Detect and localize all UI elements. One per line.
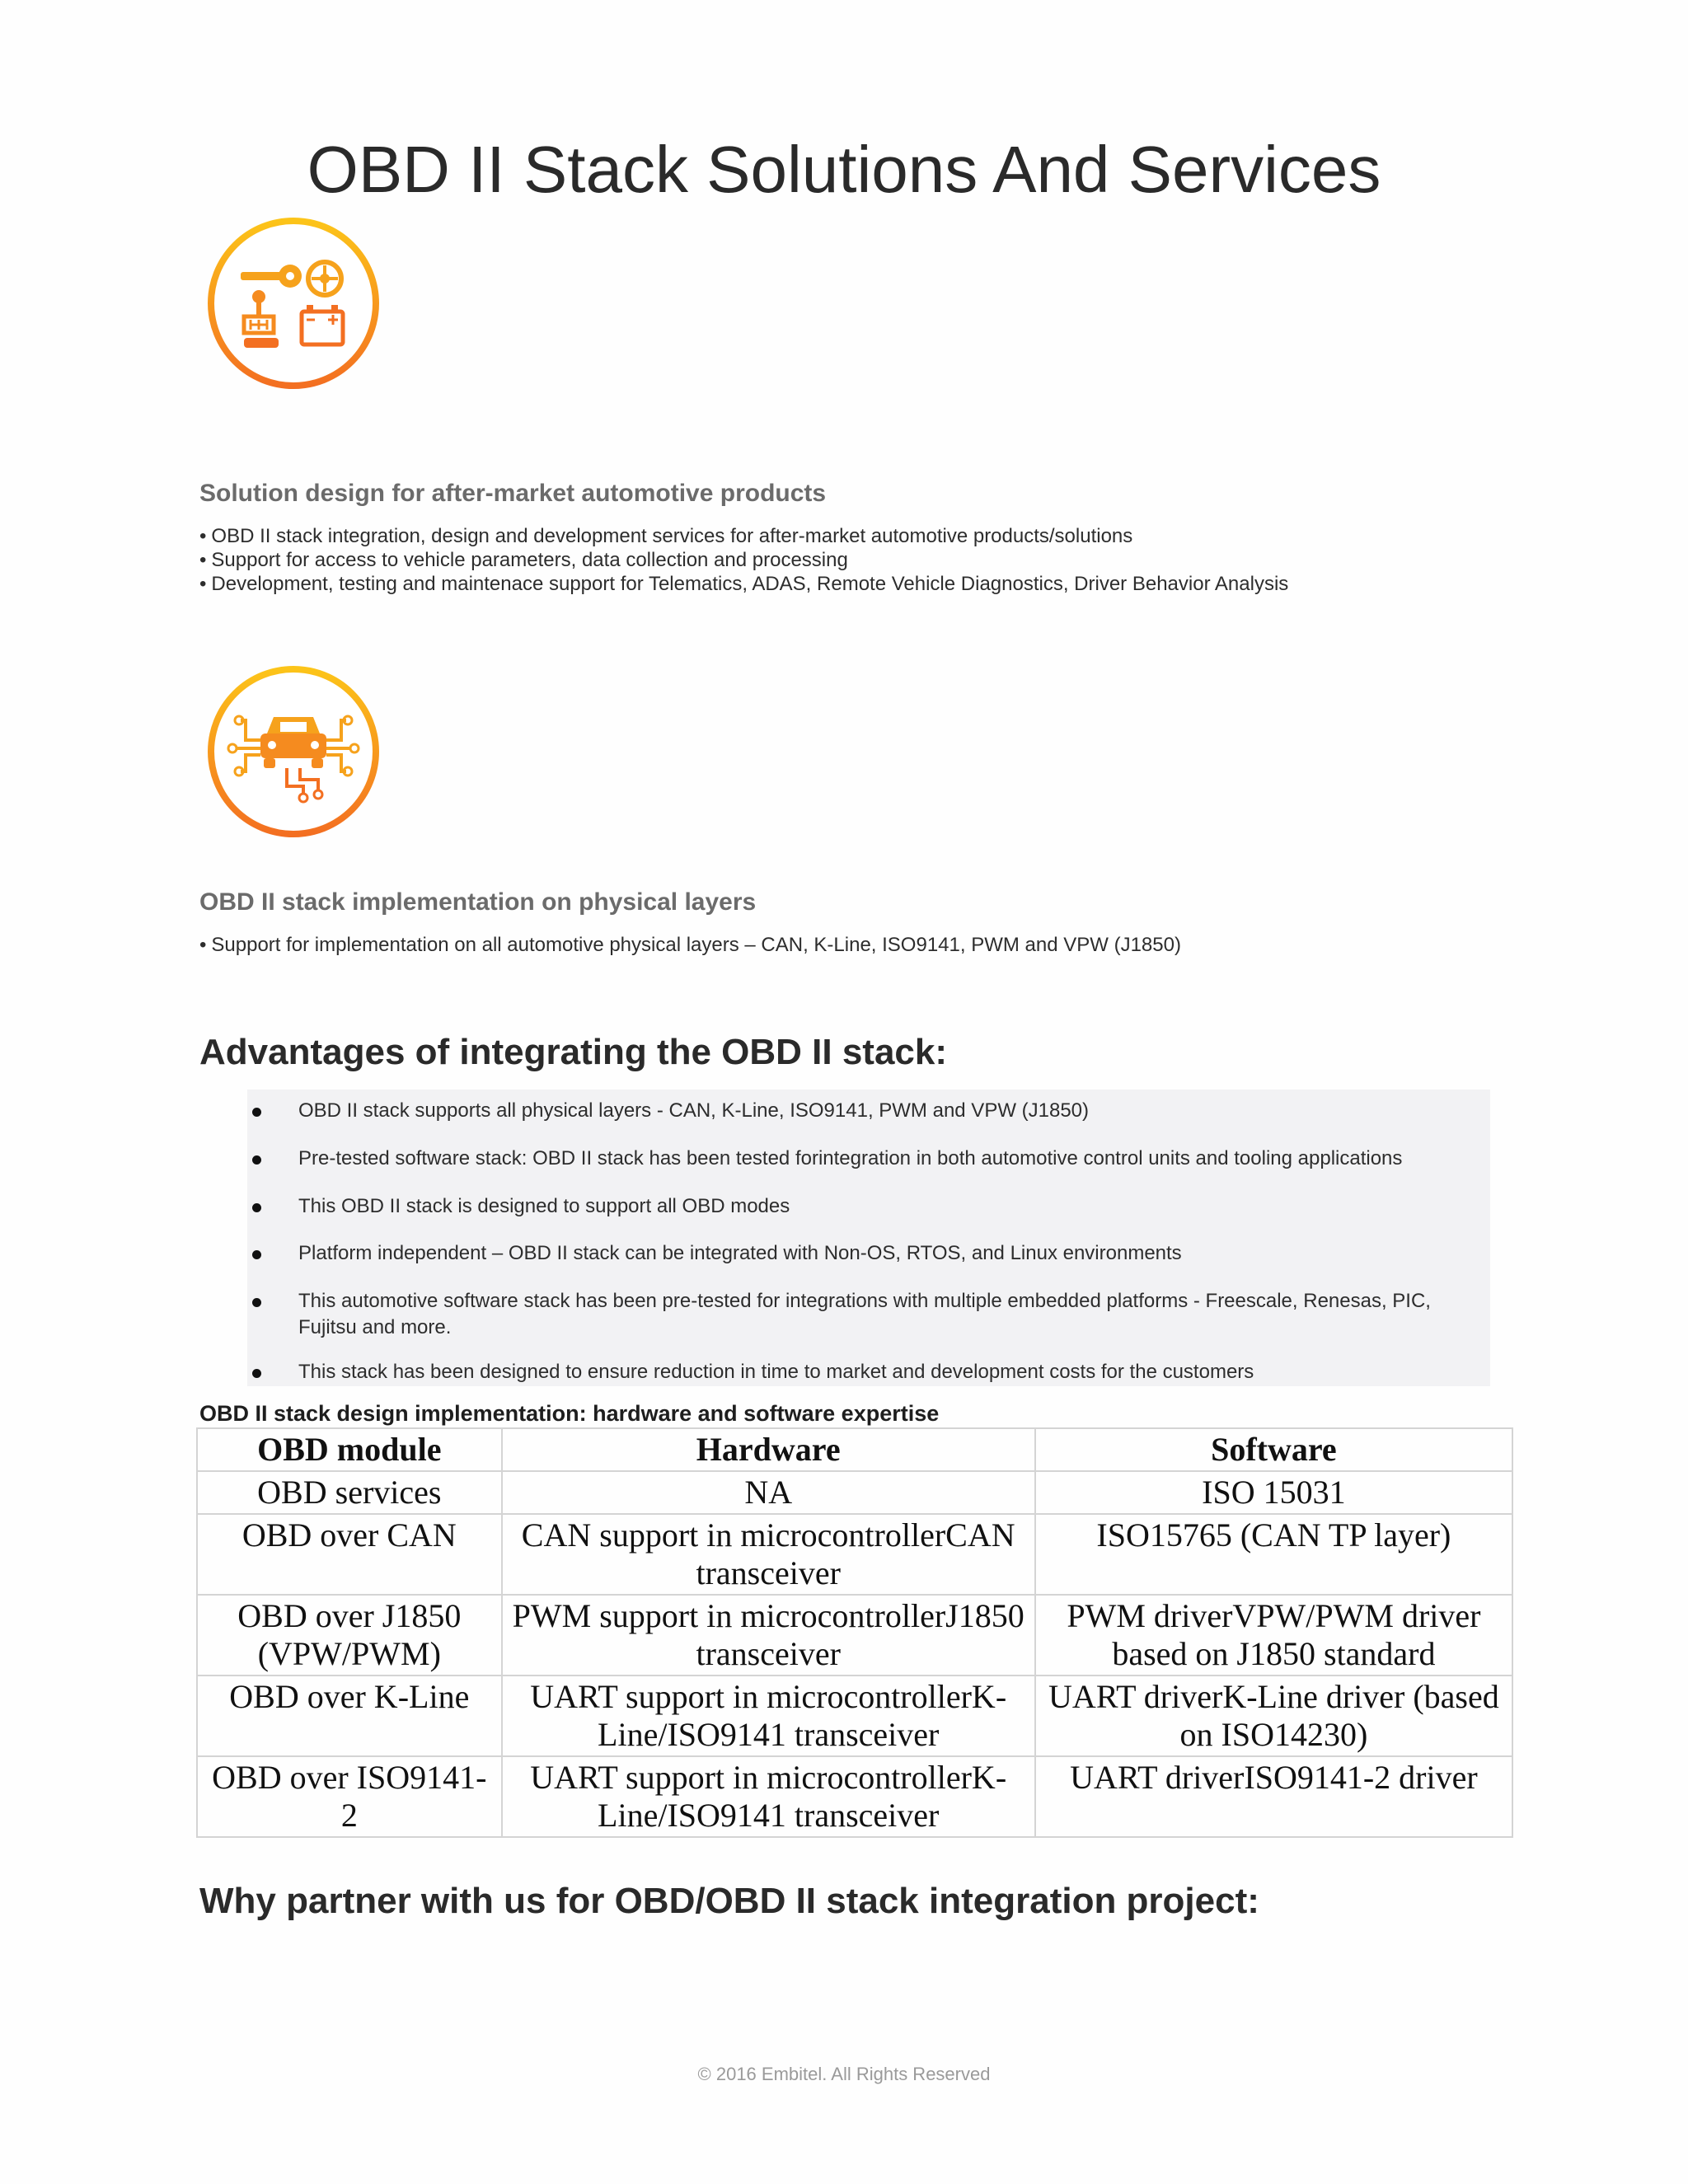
table-cell: UART driverK-Line driver (based on ISO14230) <box>1035 1675 1512 1756</box>
advantages-heading: Advantages of integrating the OBD II stack: <box>199 1032 948 1072</box>
bullet-icon <box>252 1250 261 1259</box>
column-header: Hardware <box>502 1428 1035 1471</box>
table-row <box>197 1675 1512 1756</box>
column-header: OBD module <box>197 1428 502 1471</box>
key-gear-wheel-battery-icon <box>204 214 382 392</box>
table-cell: PWM driverVPW/PWM driver based on J1850 standard <box>1035 1595 1512 1675</box>
table-cell: UART driverISO9141-2 driver <box>1035 1756 1512 1837</box>
table-cell: UART support in microcontrollerK-Line/ISO9141 transceiver <box>502 1756 1035 1837</box>
table-cell: PWM support in microcontrollerJ1850 transceiver <box>502 1595 1035 1675</box>
obd-table <box>196 1427 1513 1838</box>
list-item: • OBD II stack integration, design and development services for after-market automotive products/solutions <box>199 524 1288 548</box>
list-item: Platform independent – OBD II stack can be integrated with Non-OS, RTOS, and Linux environments <box>298 1240 1485 1267</box>
list-item: • Support for access to vehicle parameters, data collection and processing <box>199 548 1288 572</box>
footer-copyright: © 2016 Embitel. All Rights Reserved <box>697 2064 991 2084</box>
advantages-box <box>247 1090 1490 1386</box>
table-cell: ISO 15031 <box>1035 1471 1512 1514</box>
list-item: OBD II stack supports all physical layers - CAN, K-Line, ISO9141, PWM and VPW (J1850) <box>298 1098 1485 1124</box>
table-cell: OBD over J1850 (VPW/PWM) <box>197 1595 502 1675</box>
bullet-icon <box>252 1203 261 1212</box>
list-item: This automotive software stack has been pre-tested for integrations with multiple embedded platforms - Freescale, Renesas, PIC, Fujitsu and more. <box>298 1288 1485 1341</box>
list-item: Pre-tested software stack: OBD II stack has been tested forintegration in both automotive control units and tooling applications <box>298 1146 1485 1172</box>
list-item: This OBD II stack is designed to support all OBD modes <box>298 1193 1485 1220</box>
column-header: Software <box>1035 1428 1512 1471</box>
table-cell: OBD over K-Line <box>197 1675 502 1756</box>
bullet-icon <box>252 1108 261 1117</box>
table-cell: OBD over CAN <box>197 1514 502 1595</box>
table-row <box>197 1471 1512 1514</box>
why-partner-heading: Why partner with us for OBD/OBD II stack integration project: <box>199 1881 1259 1921</box>
table-cell: CAN support in microcontrollerCAN transceiver <box>502 1514 1035 1595</box>
table-caption: OBD II stack design implementation: hardware and software expertise <box>199 1401 940 1426</box>
table-cell: UART support in microcontrollerK-Line/ISO9141 transceiver <box>502 1675 1035 1756</box>
section1-bullet-list <box>199 524 1288 596</box>
table-row <box>197 1514 1512 1595</box>
bullet-icon <box>252 1298 261 1307</box>
bullet-icon <box>252 1369 261 1378</box>
section2-bullet-list <box>199 933 1181 957</box>
bullet-icon <box>252 1155 261 1165</box>
table-cell: OBD over ISO9141-2 <box>197 1756 502 1837</box>
table-row <box>197 1595 1512 1675</box>
section2-heading: OBD II stack implementation on physical layers <box>199 888 757 916</box>
table-cell: OBD services <box>197 1471 502 1514</box>
list-item: • Support for implementation on all automotive physical layers – CAN, K-Line, ISO9141, PWM and VPW (J1850) <box>199 933 1181 957</box>
table-cell: NA <box>502 1471 1035 1514</box>
section1-heading: Solution design for after-market automotive products <box>199 480 827 507</box>
car-circuit-icon <box>204 663 382 841</box>
table-row <box>197 1756 1512 1837</box>
list-item: • Development, testing and maintenace support for Telematics, ADAS, Remote Vehicle Diagnostics, Driver Behavior Analysis <box>199 572 1288 596</box>
table-cell: ISO15765 (CAN TP layer) <box>1035 1514 1512 1595</box>
list-item: This stack has been designed to ensure reduction in time to market and development costs for the customers <box>298 1359 1485 1385</box>
page-title: OBD II Stack Solutions And Services <box>307 133 1381 206</box>
table-header-row <box>197 1428 1512 1471</box>
